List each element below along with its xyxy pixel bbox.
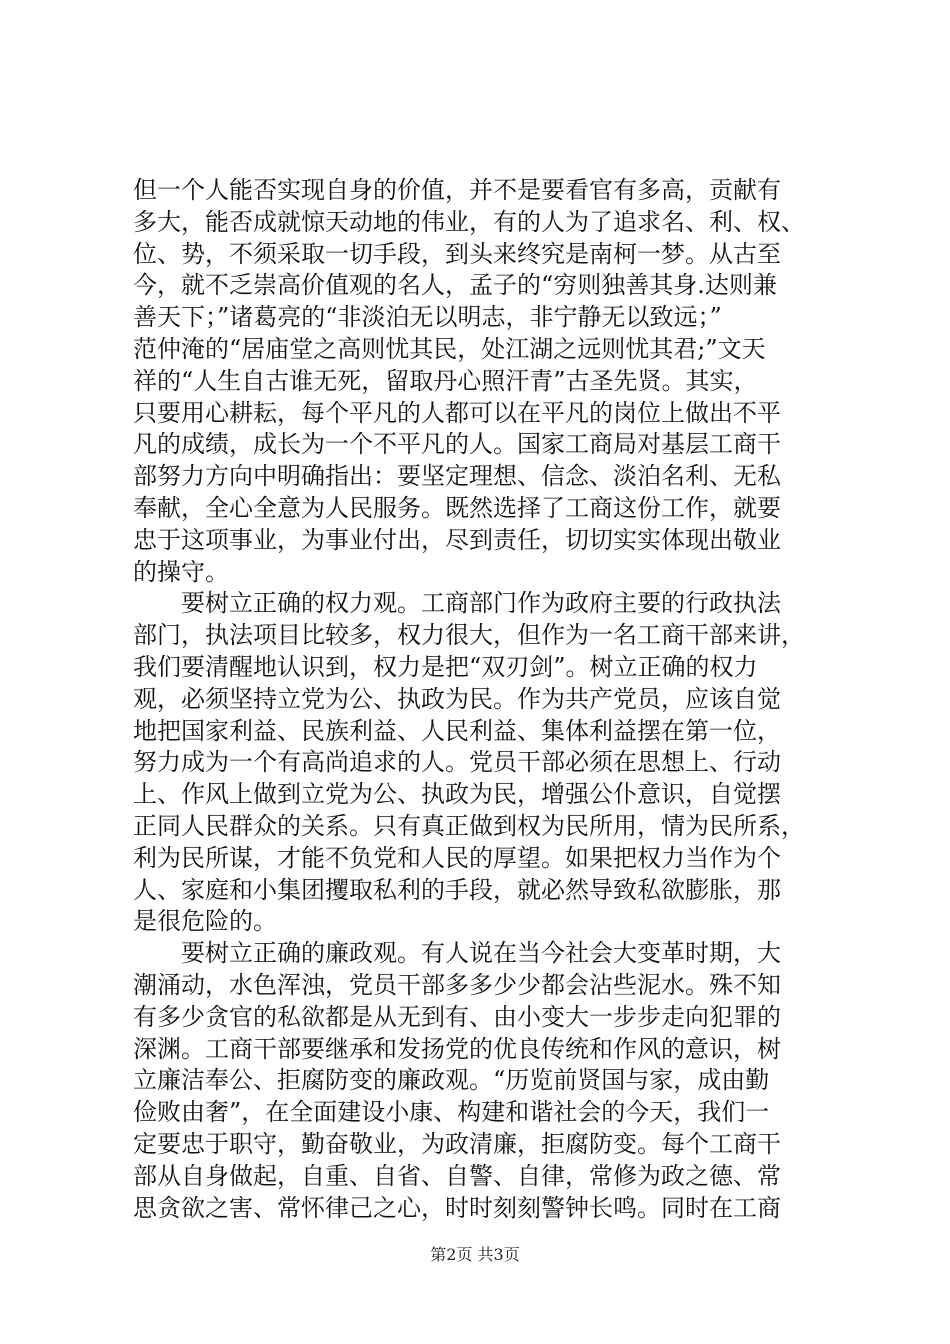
text-line: 俭败由奢”，在全面建设小康、构建和谐社会的今天，我们一 [133,1098,770,1127]
text-line: 思贪欲之害、常怀律己之心，时时刻刻警钟长鸣。同时在工商 [133,1193,781,1222]
text-line: 今，就不乏崇高价值观的名人，孟子的“穷则独善其身.达则兼 [133,271,777,300]
text-line: 立廉洁奉公、拒腐防变的廉政观。“历览前贤国与家，成由勤 [133,1066,770,1095]
text-line: 位、势，不须采取一切手段，到头来终究是南柯一梦。从古至 [133,239,781,268]
text-line: 但一个人能否实现自身的价值，并不是要看官有多高，贡献有 [133,176,781,204]
text-line: 部努力方向中明确指出：要坚定理想、信念、淡泊名利、无私 [133,462,781,491]
page-footer: 第2页 共3页 [430,1245,520,1264]
text-line: 定要忠于职守，勤奋敬业，为政清廉，拒腐防变。每个工商干 [133,1129,781,1158]
text-line: 的操守。 [133,557,229,586]
text-line: 凡的成绩，成长为一个不平凡的人。国家工商局对基层工商干 [133,430,781,459]
text-line: 地把国家利益、民族利益、人民利益、集体利益摆在第一位， [133,716,781,745]
text-line: 只要用心耕耘，每个平凡的人都可以在平凡的岗位上做出不平 [133,398,781,427]
text-line: 奉献，全心全意为人民服务。既然选择了工商这份工作，就要 [133,493,781,522]
text-line: 深渊。工商干部要继承和发扬党的优良传统和作风的意识，树 [133,1034,781,1063]
text-line: 范仲淹的“居庙堂之高则忧其民，处江湖之远则忧其君;”文天 [133,334,766,363]
text-line: 部门，执法项目比较多，权力很大，但作为一名工商干部来讲， [133,621,805,650]
text-line: 上、作风上做到立党为公、执政为民，增强公仆意识，自觉摆 [133,780,781,809]
text-line: 祥的“人生自古谁无死，留取丹心照汗青”古圣先贤。其实， [133,366,758,395]
text-line: 要树立正确的廉政观。有人说在当今社会大变革时期，大 [133,939,781,968]
text-line: 多大，能否成就惊天动地的伟业，有的人为了追求名、利、权、 [133,207,805,236]
text-line: 是很危险的。 [133,907,277,936]
text-line: 利为民所谋，才能不负党和人民的厚望。如果把权力当作为个 [133,843,781,872]
text-line: 人、家庭和小集团攫取私利的手段，就必然导致私欲膨胀，那 [133,875,781,904]
text-line: 努力成为一个有高尚追求的人。党员干部必须在思想上、行动 [133,748,781,777]
text-line: 忠于这项事业，为事业付出，尽到责任，切切实实体现出敬业 [133,525,781,554]
text-line: 观，必须坚持立党为公、执政为民。作为共产党员，应该自觉 [133,684,781,713]
body-text [133,175,833,1224]
text-line: 我们要清醒地认识到，权力是把“双刃剑”。树立正确的权力 [133,652,758,681]
text-line: 善天下；”诸葛亮的“非淡泊无以明志，非宁静无以致远；” [133,303,722,332]
text-line: 要树立正确的权力观。工商部门作为政府主要的行政执法 [133,589,781,618]
text-line: 正同人民群众的关系。只有真正做到权为民所用，情为民所系， [133,811,805,840]
text-line: 部从自身做起，自重、自省、自警、自律，常修为政之德、常 [133,1161,781,1190]
text-line: 有多少贪官的私欲都是从无到有、由小变大一步步走向犯罪的 [133,1002,781,1031]
text-line: 潮涌动，水色浑浊，党员干部多多少少都会沾些泥水。殊不知 [133,970,781,999]
